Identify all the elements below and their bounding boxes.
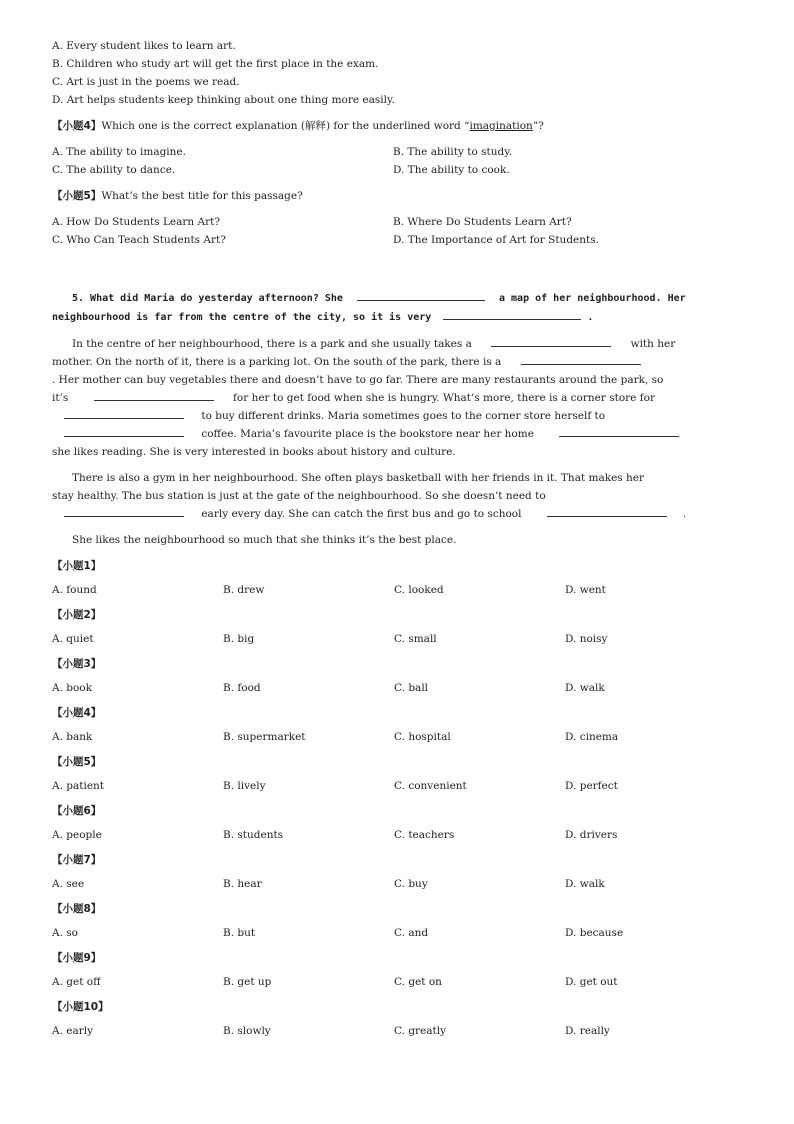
options-row (52, 728, 742, 746)
option-b[interactable]: B. food (223, 682, 261, 694)
option-b[interactable]: B. get up (223, 976, 272, 988)
question-tag: 【小题2】 (52, 609, 102, 621)
passage-text: There is also a gym in her neighbourhood. She often plays basketball with her friends in it. That makes her (72, 472, 645, 484)
question-5 (52, 187, 742, 205)
option-b: B. Children who study art will get the first place in the exam. (52, 58, 379, 70)
passage-text: mother. On the north of it, there is a parking lot. On the south of the park, there is a (52, 356, 502, 368)
intro-text: a map of her neighbourhood. Her (499, 293, 686, 304)
option-c[interactable]: C. small (394, 633, 437, 645)
paragraph-1 (52, 335, 742, 461)
question-tag: 【小题6】 (52, 805, 102, 817)
options-row (52, 875, 742, 893)
answer-blank-6[interactable] (559, 425, 679, 437)
option-d[interactable]: D. walk (565, 878, 605, 890)
option-a[interactable]: A. patient (52, 780, 105, 792)
answer-blank-4[interactable] (64, 407, 184, 419)
answer-blank-1[interactable] (491, 335, 611, 347)
option-d[interactable]: D. cinema (565, 731, 619, 743)
option-d: D. The Importance of Art for Students. (393, 234, 599, 246)
option-d: D. The ability to cook. (393, 164, 510, 176)
option-c[interactable]: C. get on (394, 976, 442, 988)
option-d: D. Art helps students keep thinking about one thing more easily. (52, 94, 395, 106)
option-a[interactable]: A. so (52, 927, 78, 939)
options-row (52, 679, 742, 697)
intro-text: . (587, 312, 594, 323)
option-c[interactable]: C. ball (394, 682, 429, 694)
option-c[interactable]: C. convenient (394, 780, 467, 792)
question-tag: 【小题5】 (52, 190, 102, 202)
options-row (52, 231, 742, 249)
option-b[interactable]: B. lively (223, 780, 266, 792)
answer-blank[interactable] (357, 289, 485, 301)
question-tag: 【小题3】 (52, 658, 102, 670)
option-c: C. The ability to dance. (52, 164, 176, 176)
option-a: A. The ability to imagine. (52, 146, 186, 158)
options-row (52, 630, 742, 648)
option-a[interactable]: A. quiet (52, 633, 94, 645)
answer-blank-2[interactable] (521, 353, 641, 365)
option-a[interactable]: A. book (52, 682, 92, 694)
question-list (52, 557, 742, 1040)
question-tag: 【小题5】 (52, 756, 102, 768)
answer-blank-7[interactable] (64, 505, 184, 517)
option-d[interactable]: D. get out (565, 976, 618, 988)
passage-text: In the centre of her neighbourhood, there is a park and she usually takes a (72, 338, 472, 350)
question-tag: 【小题8】 (52, 903, 102, 915)
option-d[interactable]: D. noisy (565, 633, 608, 645)
question-text-end: ”? (532, 120, 544, 132)
option-c[interactable]: C. hospital (394, 731, 451, 743)
option-d[interactable]: D. perfect (565, 780, 618, 792)
question-tag: 【小题1】 (52, 560, 102, 572)
paragraph-2 (52, 469, 742, 523)
answer-blank[interactable] (443, 308, 581, 320)
option-a[interactable]: A. early (52, 1025, 94, 1037)
answer-blank-3[interactable] (94, 389, 214, 401)
question-tag: 【小题9】 (52, 952, 102, 964)
passage-text: She likes the neighbourhood so much that she thinks it’s the best place. (72, 534, 457, 546)
option-c[interactable]: C. teachers (394, 829, 455, 841)
option-d[interactable]: D. because (565, 927, 624, 939)
option-c: C. Who Can Teach Students Art? (52, 234, 226, 246)
underlined-word: imagination (469, 120, 533, 132)
option-b[interactable]: B. drew (223, 584, 265, 596)
answer-blank-5[interactable] (64, 425, 184, 437)
passage-text: she likes reading. She is very interested in books about history and culture. (52, 446, 456, 458)
options-row (52, 777, 742, 795)
option-c[interactable]: C. greatly (394, 1025, 447, 1037)
passage-text: with her (630, 338, 676, 350)
question-4 (52, 117, 742, 135)
option-a[interactable]: A. found (52, 584, 97, 596)
option-a[interactable]: A. get off (52, 976, 101, 988)
intro-text: neighbourhood is far from the centre of the city, so it is very (52, 312, 432, 323)
options-row (52, 143, 742, 161)
passage-text: . Her mother can buy vegetables there and doesn’t have to go far. There are many restaurants around the park, so (52, 374, 664, 386)
question-tag: 【小题4】 (52, 120, 102, 132)
options-row (52, 213, 742, 231)
passage-text: to buy different drinks. Maria sometimes goes to the corner store herself to (201, 410, 606, 422)
question-tag: 【小题10】 (52, 1001, 109, 1013)
option-d[interactable]: D. really (565, 1025, 610, 1037)
option-b[interactable]: B. big (223, 633, 255, 645)
passage-text: stay healthy. The bus station is just at the gate of the neighbourhood. So she doesn’t need to (52, 490, 546, 502)
passage-text: early every day. She can catch the first bus and go to school (201, 508, 522, 520)
option-d[interactable]: D. drivers (565, 829, 618, 841)
passage-text: . (682, 508, 687, 520)
answer-blank-8[interactable] (547, 505, 667, 517)
option-a: A. How Do Students Learn Art? (52, 216, 220, 228)
options-row (52, 161, 742, 179)
option-a[interactable]: A. bank (52, 731, 93, 743)
option-a[interactable]: A. people (52, 829, 102, 841)
option-a[interactable]: A. see (52, 878, 85, 890)
option-c[interactable]: C. and (394, 927, 429, 939)
option-b[interactable]: B. supermarket (223, 731, 306, 743)
option-b: B. The ability to study. (393, 146, 513, 158)
passage-text: coffee. Maria’s favourite place is the bookstore near her home (201, 428, 534, 440)
option-b[interactable]: B. slowly (223, 1025, 271, 1037)
options-row (52, 1022, 742, 1040)
option-b[interactable]: B. students (223, 829, 284, 841)
option-b: B. Where Do Students Learn Art? (393, 216, 572, 228)
passage-intro (52, 289, 742, 327)
option-c[interactable]: C. buy (394, 878, 428, 890)
option-a: A. Every student likes to learn art. (52, 40, 236, 52)
question-text: What’s the best title for this passage? (101, 190, 303, 202)
question-text: Which one is the correct explanation (解释) for the underlined word “ (101, 120, 470, 132)
options-row (52, 581, 742, 599)
worksheet-page (52, 37, 742, 1040)
options-row (52, 826, 742, 844)
options-row (52, 973, 742, 991)
option-d[interactable]: D. went (565, 584, 606, 596)
question-tag: 【小题4】 (52, 707, 102, 719)
option-d[interactable]: D. walk (565, 682, 605, 694)
option-b[interactable]: B. hear (223, 878, 262, 890)
intro-text: 5. What did Maria do yesterday afternoon? She (72, 293, 343, 304)
paragraph-3 (52, 531, 742, 549)
option-b[interactable]: B. but (223, 927, 256, 939)
passage-text: it’s (52, 392, 69, 404)
option-c[interactable]: C. looked (394, 584, 444, 596)
option-c: C. Art is just in the poems we read. (52, 76, 240, 88)
passage-text: for her to get food when she is hungry. What’s more, there is a corner store for (233, 392, 655, 404)
question-tag: 【小题7】 (52, 854, 102, 866)
options-row (52, 924, 742, 942)
